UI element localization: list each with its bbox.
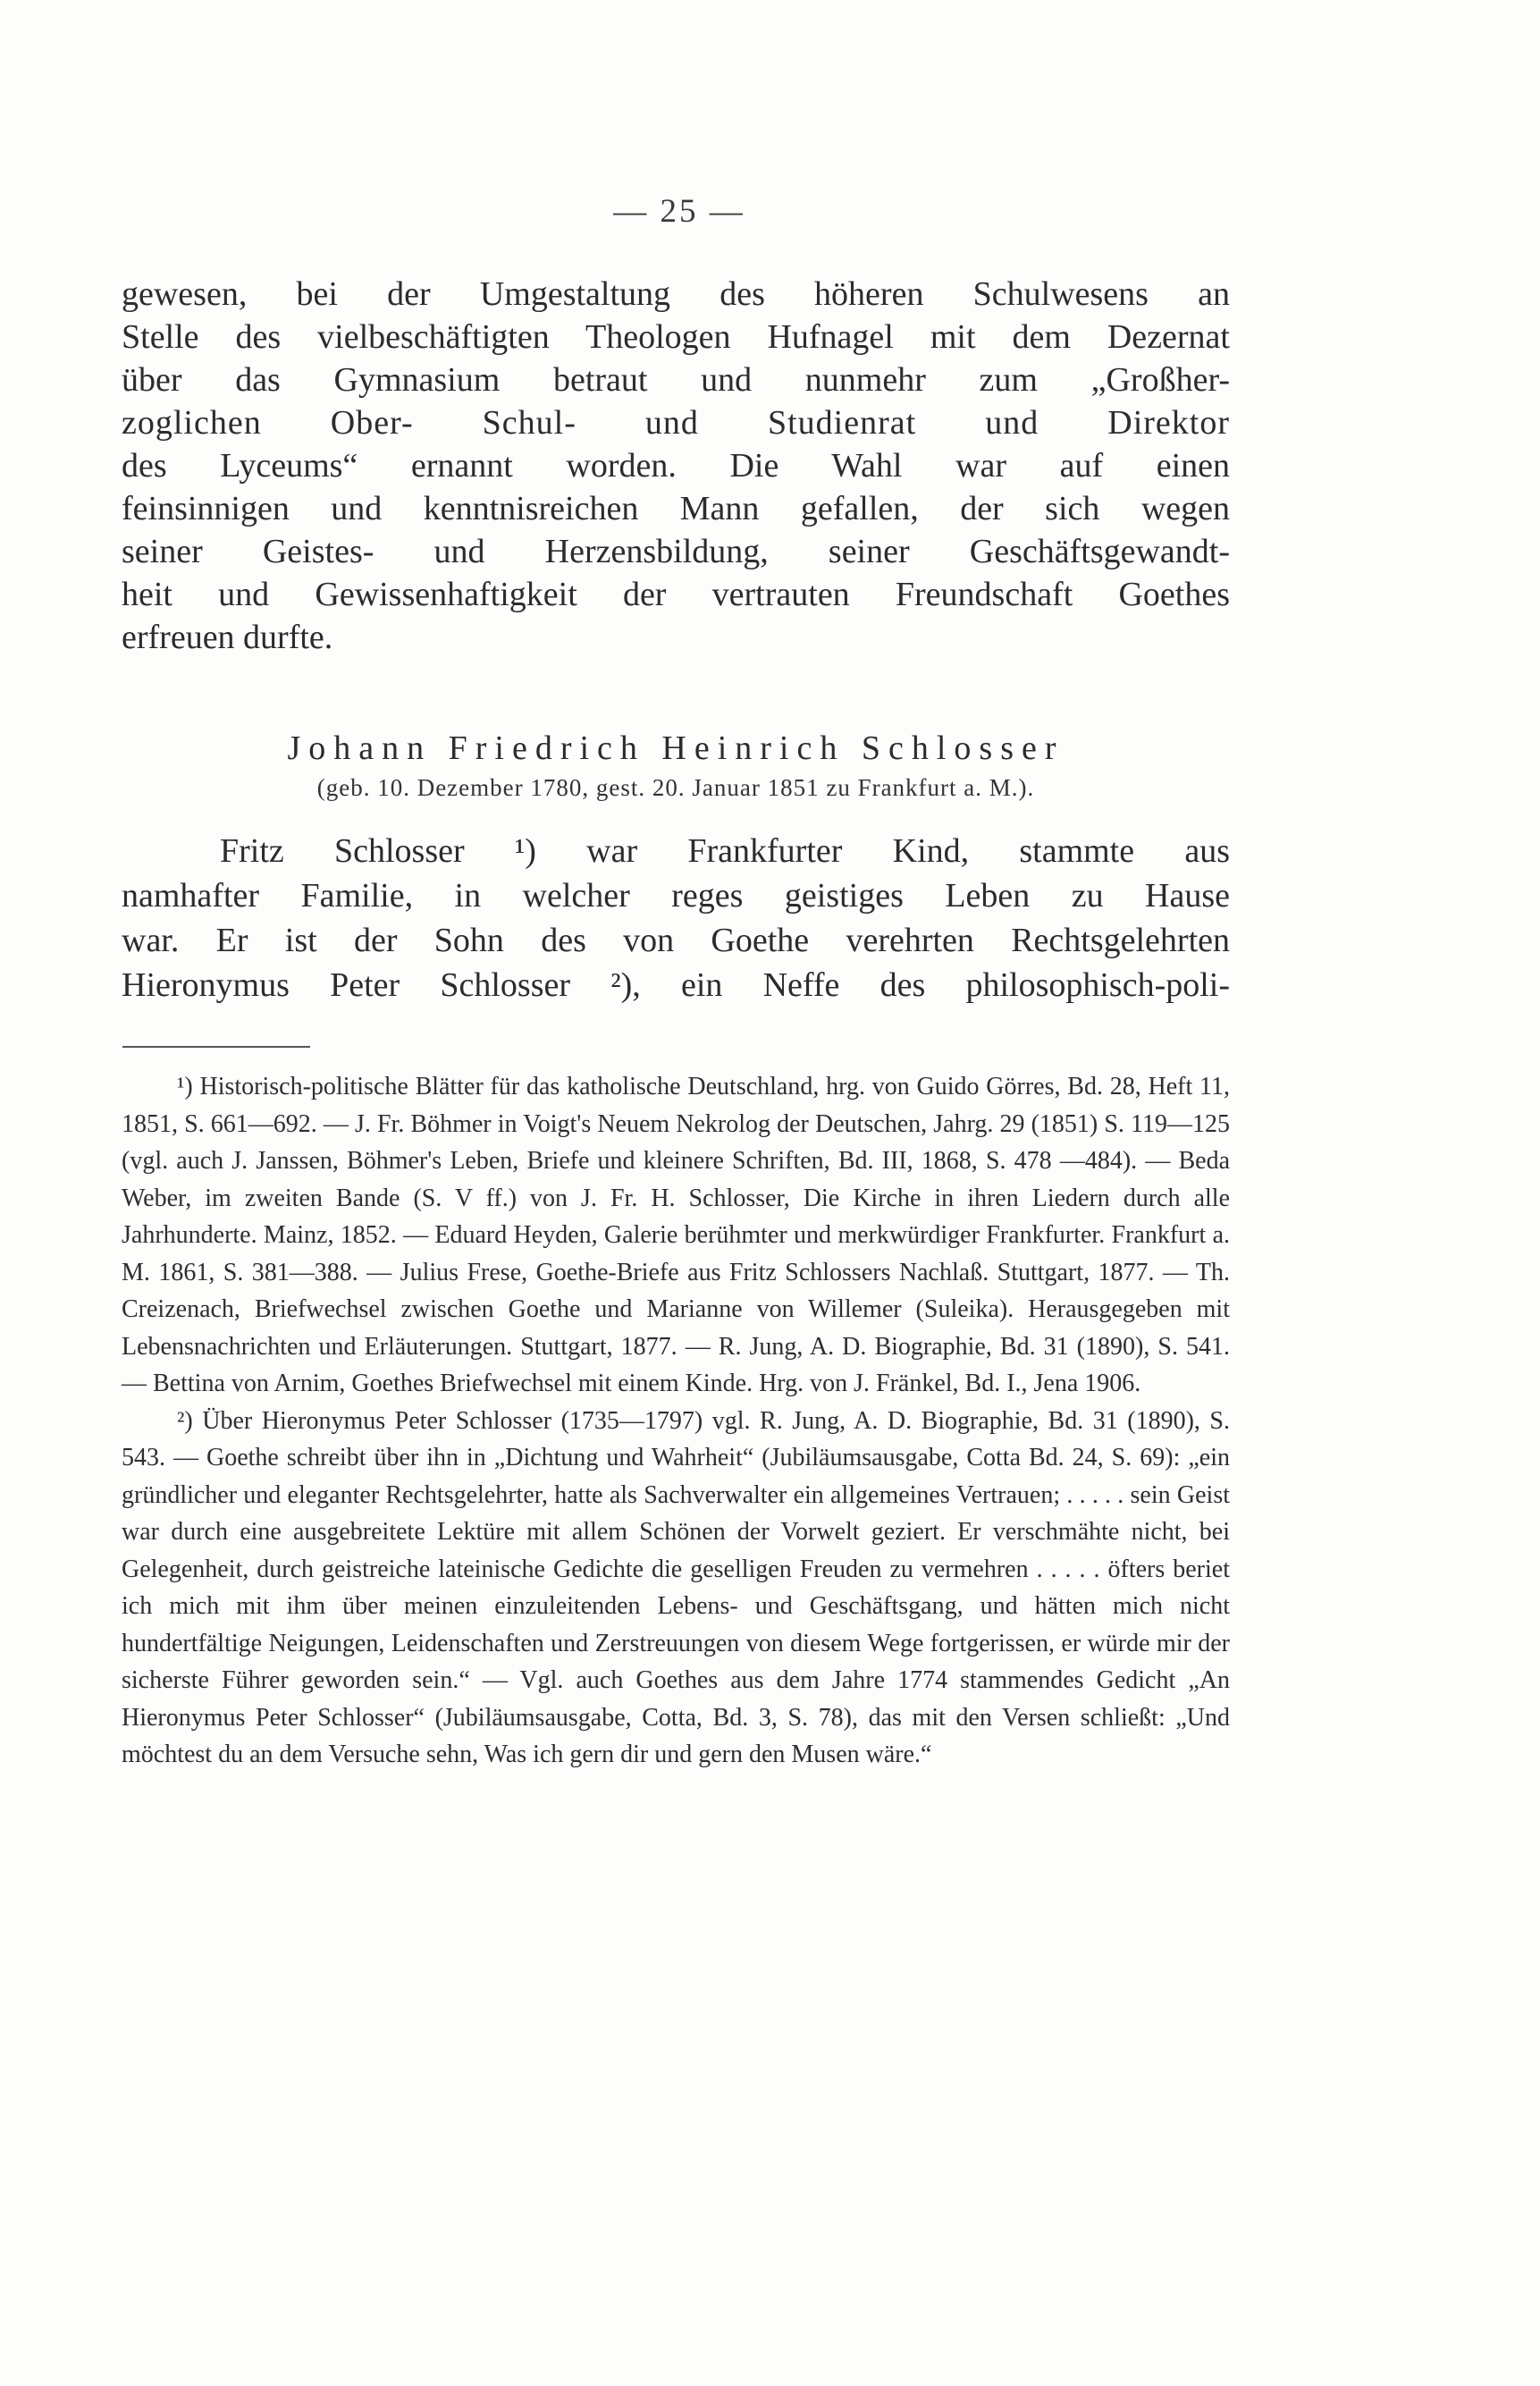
text-line: Hieronymus Peter Schlosser ²), ein Neffe des philosophisch-poli- — [122, 966, 1230, 1004]
footnote-1: ¹) Historisch-politische Blätter für das katholische Deutschland, hrg. von Guido Görres, Bd. 28, Heft 11, 1851, S. 661—692. — J. Fr. Böhmer in Voigt's Neuem Nekrolog der Deutschen, Jahrg. 29 (1851) S. 119—125 (vgl. auch J. Janssen, Böhmer's Leben, Briefe und kleinere Schriften, Bd. III, 1868, S. 478 —484). — Beda Weber, im zweiten Bande (S. V ff.) von J. Fr. H. Schlosser, Die Kirche in ihren Liedern durch alle Jahrhunderte. Mainz, 1852. — Eduard Heyden, Galerie berühmter und merkwürdiger Frankfurter. Frankfurt a. M. 1861, S. 381—388. — Julius Frese, Goethe-Briefe aus Fritz Schlossers Nachlaß. Stuttgart, 1877. — Th. Creizenach, Briefwechsel zwischen Goethe und Marianne von Willemer (Suleika). Herausgegeben mit Lebensnachrichten und Erläuterungen. Stuttgart, 1877. — R. Jung, A. D. Biographie, Bd. 31 (1890), S. 541. — Bettina von Arnim, Goethes Briefwechsel mit einem Kinde. Hrg. von J. Fränkel, Bd. I., Jena 1906. — [122, 1073, 1230, 1397]
body-paragraph-2 — [122, 829, 1230, 1008]
text-line: über das Gymnasium betraut und nunmehr zum „Großher- — [122, 361, 1230, 399]
text-line: war. Er ist der Sohn des von Goethe verehrten Rechtsgelehrten — [122, 922, 1230, 959]
section-heading: Johann Friedrich Heinrich Schlosser — [287, 729, 1065, 767]
text-line: des Lyceums“ ernannt worden. Die Wahl war auf einen — [122, 447, 1230, 485]
footnotes — [122, 1068, 1230, 1774]
footnote-2: ²) Über Hieronymus Peter Schlosser (1735—1797) vgl. R. Jung, A. D. Biographie, Bd. 31 (1890), S. 543. — Goethe schreibt über ihn in „Dichtung und Wahrheit“ (Jubiläumsausgabe, Cotta Bd. 24, S. 69): „ein gründlicher und eleganter Rechtsgelehrter, hatte als Sachverwalter ein allgemeines Vertrauen; . . . . . sein Geist war durch eine ausgebreitete Lektüre mit allem Schönen der Vorwelt geziert. Er verschmähte nicht, bei Gelegenheit, durch geistreiche lateinische Gedichte die geselligen Freuden zu vermehren . . . . . öfters beriet ich mich mit ihm über meinen einzuleitenden Lebens- und Geschäftsgang, und hätten mich nicht hundertfältige Neigungen, Leidenschaften und Zerstreuungen von diesem Wege fortgerissen, er würde mir der sicherste Führer geworden sein.“ — Vgl. auch Goethes aus dem Jahre 1774 stammendes Gedicht „An Hieronymus Peter Schlosser“ (Jubiläumsausgabe, Cotta, Bd. 3, S. 78), das mit den Versen schließt: „Und möchtest du an dem Versuche sehn, Was ich gern dir und gern den Musen wäre.“ — [122, 1406, 1230, 1768]
text-line: erfreuen durfte. — [122, 619, 333, 656]
section-subheading: (geb. 10. Dezember 1780, gest. 20. Januar 1851 zu Frankfurt a. M.). — [316, 774, 1035, 801]
text-line: Stelle des vielbeschäftigten Theologen Hufnagel mit dem Dezernat — [122, 318, 1230, 356]
footnote-divider — [122, 1046, 310, 1048]
text-line: feinsinnigen und kenntnisreichen Mann gefallen, der sich wegen — [122, 490, 1230, 527]
text-line: gewesen, bei der Umgestaltung des höheren Schulwesens an — [122, 275, 1230, 313]
text-line: zoglichen Ober- Schul- und Studienrat und Direktor — [122, 404, 1230, 442]
text-line: namhafter Familie, in welcher reges geistiges Leben zu Hause — [122, 877, 1230, 915]
page-number: — 25 — — [613, 193, 745, 230]
text-line: seiner Geistes- und Herzensbildung, seiner Geschäftsgewandt- — [122, 533, 1230, 570]
text-line: heit und Gewissenhaftigkeit der vertrauten Freundschaft Goethes — [122, 576, 1230, 613]
text-line: Fritz Schlosser ¹) war Frankfurter Kind, stammte aus — [220, 832, 1230, 870]
body-paragraph-1 — [122, 273, 1230, 659]
